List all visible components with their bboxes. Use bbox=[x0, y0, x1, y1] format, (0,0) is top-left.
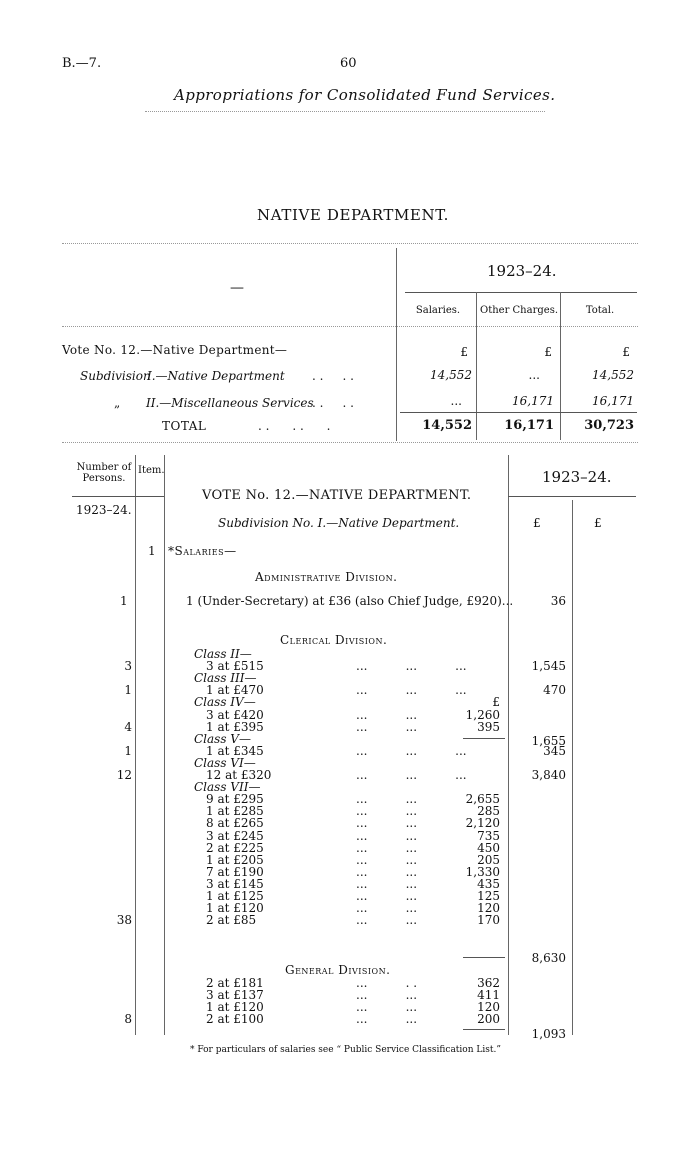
line-label: 3 at £420 bbox=[206, 707, 264, 722]
class-vii-total: 8,630 bbox=[531, 951, 566, 965]
line-amount: 470 bbox=[543, 683, 566, 698]
line-label: 1 at £470 bbox=[206, 683, 264, 698]
general-division-heading: General Division. bbox=[285, 963, 391, 977]
title-rule bbox=[145, 111, 545, 112]
line-persons: 1 bbox=[124, 743, 132, 758]
page-number: 60 bbox=[340, 56, 357, 71]
currency-total: £ bbox=[622, 345, 630, 359]
line-persons: 4 bbox=[124, 719, 132, 734]
line-inner-amount: 200 bbox=[477, 1012, 500, 1027]
line-dots: ... ... bbox=[356, 913, 418, 928]
line-label: 2 at £225 bbox=[206, 840, 264, 855]
line-inner-amount: 205 bbox=[477, 852, 500, 867]
subtotal-rule bbox=[463, 738, 505, 739]
line-dots: ... ... bbox=[356, 804, 418, 819]
line-inner-amount: 285 bbox=[477, 804, 500, 819]
line-inner-amount: 2,655 bbox=[465, 792, 500, 807]
line-label: 2 at £100 bbox=[206, 1012, 264, 1027]
line-dots: ... ... bbox=[356, 889, 418, 903]
line-label: 3 at £515 bbox=[206, 659, 264, 674]
line-label: 7 at £190 bbox=[206, 864, 264, 879]
currency-salaries: £ bbox=[460, 345, 468, 359]
line-label: 3 at £145 bbox=[206, 876, 264, 891]
line-label: 9 at £295 bbox=[206, 792, 264, 807]
footnote: * For particulars of salaries see “ Public Service Classification List.” bbox=[190, 1045, 501, 1055]
line-inner-amount: 450 bbox=[477, 840, 500, 855]
line-inner-amount: 362 bbox=[477, 976, 500, 990]
vote-label: Vote No. 12.—Native Department— bbox=[62, 343, 288, 357]
line-inner-amount: 395 bbox=[477, 719, 500, 734]
line-inner-amount: 411 bbox=[477, 988, 500, 1003]
administrative-division-heading: Administrative Division. bbox=[255, 570, 398, 584]
subdivision-title: Subdivision No. I.—Native Department. bbox=[218, 516, 460, 530]
general-total: 1,093 bbox=[531, 1027, 566, 1041]
detail-currency-1: £ bbox=[533, 516, 541, 530]
department-title: NATIVE DEPARTMENT. bbox=[257, 206, 449, 224]
line-dots: ... ... bbox=[356, 816, 418, 831]
item-number: 1 bbox=[148, 544, 156, 558]
line-label: 2 at £85 bbox=[206, 913, 257, 928]
line-label: 8 at £265 bbox=[206, 816, 264, 831]
line-persons: 12 bbox=[116, 768, 132, 782]
line-dots: ... ... ... bbox=[356, 683, 467, 698]
col-salaries: Salaries. bbox=[415, 305, 461, 316]
line-dots: ... ... bbox=[356, 840, 418, 855]
line-dots: ... ... bbox=[356, 1000, 418, 1015]
line-label: Class III— bbox=[194, 671, 257, 686]
col-year: 1923–24. bbox=[76, 503, 132, 517]
page-title: Appropriations for Consolidated Fund Services. bbox=[174, 86, 556, 104]
line-inner-amount: 120 bbox=[477, 901, 500, 916]
col-other-charges: Other Charges. bbox=[480, 305, 558, 316]
line-label: 1 at £345 bbox=[206, 743, 264, 758]
line-inner-amount: 1,330 bbox=[465, 864, 500, 879]
admin-line: 1 (Under-Secretary) at £36 (also Chief Judge, £920)... bbox=[186, 594, 514, 608]
summary-year: 1923–24. bbox=[487, 262, 557, 280]
admin-amount: 36 bbox=[550, 594, 566, 608]
line-dots: ... ... ... bbox=[356, 768, 467, 782]
vote-title: VOTE No. 12.—NATIVE DEPARTMENT. bbox=[202, 488, 472, 503]
line-dots: ... ... bbox=[356, 719, 418, 734]
class-vii-rule bbox=[463, 957, 505, 958]
line-label: Class VI— bbox=[194, 755, 256, 770]
line-amount: 1,655 bbox=[531, 733, 566, 748]
line-amount: 345 bbox=[543, 743, 566, 758]
line-label: 12 at £320 bbox=[206, 768, 272, 782]
line-dots: ... ... bbox=[356, 707, 418, 722]
line-amount: 3,840 bbox=[531, 768, 566, 782]
line-dots: ... ... bbox=[356, 828, 418, 843]
col-item: Item. bbox=[138, 465, 165, 476]
line-persons: 3 bbox=[124, 659, 132, 674]
line-inner-amount: 125 bbox=[477, 889, 500, 903]
currency-other: £ bbox=[544, 345, 552, 359]
line-inner-amount: 2,120 bbox=[465, 816, 500, 831]
line-label: Class II— bbox=[194, 647, 252, 661]
page-code: B.—7. bbox=[62, 56, 102, 71]
line-inner-amount: 735 bbox=[477, 828, 500, 843]
line-dots: ... ... bbox=[356, 901, 418, 916]
line-label: 1 at £125 bbox=[206, 889, 264, 903]
summary-dash: — bbox=[230, 280, 244, 296]
line-inner-amount: 435 bbox=[477, 876, 500, 891]
line-persons: 1 bbox=[124, 683, 132, 698]
col-number-of-persons: Number of Persons. bbox=[76, 462, 132, 484]
line-dots: ... ... bbox=[356, 792, 418, 807]
line-label: 1 at £120 bbox=[206, 1000, 264, 1015]
line-label: Class VII— bbox=[194, 780, 261, 795]
line-dots: ... ... bbox=[356, 1012, 418, 1027]
general-rule bbox=[463, 1029, 505, 1030]
line-label: 1 at £285 bbox=[206, 804, 264, 819]
line-amount: 1,545 bbox=[531, 659, 566, 674]
line-inner-amount: 1,260 bbox=[465, 707, 500, 722]
line-persons: 8 bbox=[124, 1012, 132, 1027]
line-dots: ... ... ... bbox=[356, 659, 467, 674]
clerical-division-heading: Clerical Division. bbox=[280, 633, 388, 647]
line-label: 1 at £120 bbox=[206, 901, 264, 916]
line-inner-amount: £ bbox=[492, 695, 500, 710]
line-dots: ... ... ... bbox=[356, 743, 467, 758]
line-dots: ... ... bbox=[356, 876, 418, 891]
line-persons: 38 bbox=[116, 913, 132, 928]
line-label: 1 at £395 bbox=[206, 719, 264, 734]
line-label: 2 at £181 bbox=[206, 976, 264, 990]
line-inner-amount: 120 bbox=[477, 1000, 500, 1015]
line-dots: ... ... bbox=[356, 864, 418, 879]
line-label: 3 at £137 bbox=[206, 988, 264, 1003]
line-label: Class IV— bbox=[194, 695, 256, 710]
line-inner-amount: 170 bbox=[477, 913, 500, 928]
line-label: 1 at £205 bbox=[206, 852, 264, 867]
line-label: 3 at £245 bbox=[206, 828, 264, 843]
line-dots: ... ... bbox=[356, 988, 418, 1003]
line-dots: ... . . bbox=[356, 976, 418, 990]
salaries-heading: *Salaries— bbox=[168, 544, 237, 558]
admin-persons: 1 bbox=[120, 594, 128, 608]
line-label: Class V— bbox=[194, 731, 251, 746]
col-total: Total. bbox=[585, 305, 615, 316]
line-dots: ... ... bbox=[356, 852, 418, 867]
detail-currency-2: £ bbox=[594, 516, 602, 530]
detail-year: 1923–24. bbox=[542, 468, 612, 486]
